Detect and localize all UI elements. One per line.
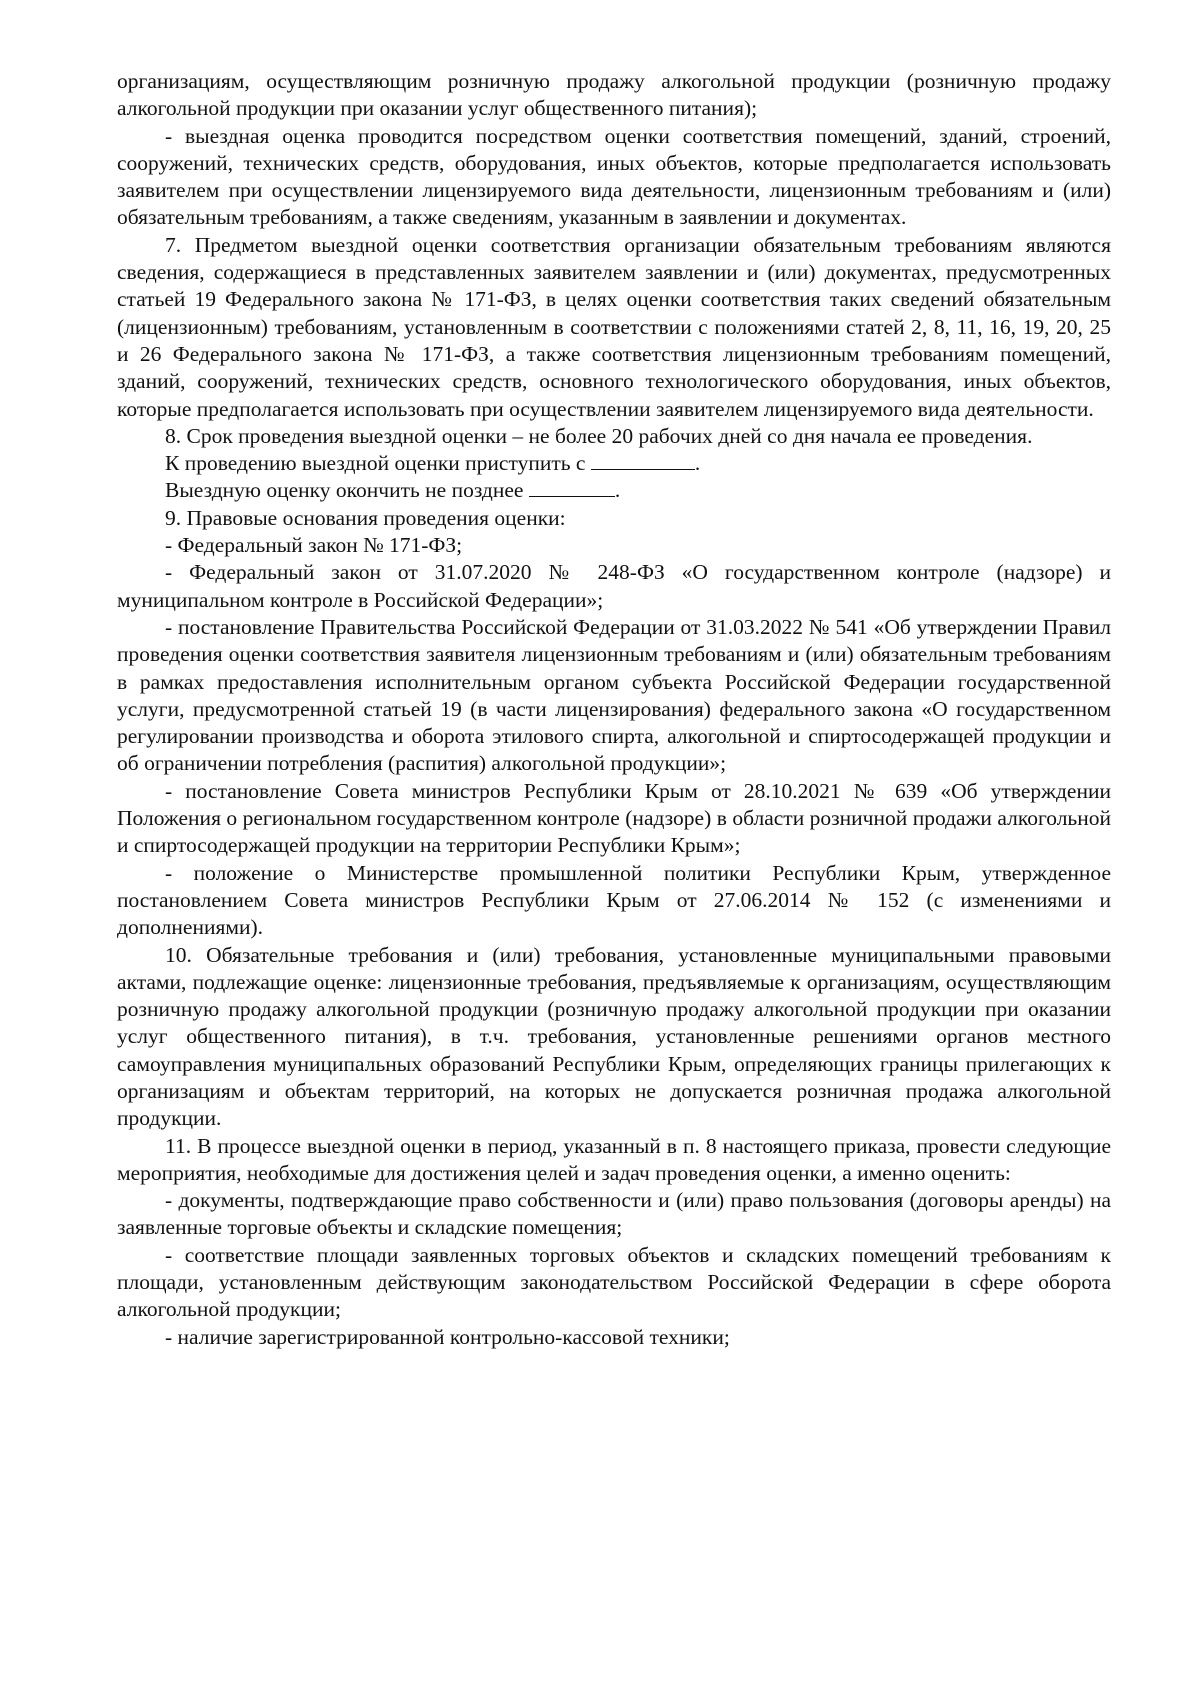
legal-basis-item-3: - постановление Правительства Российской Федерации от 31.03.2022 № 541 «Об утверждении Правил проведения оценки соответствия заявителя лицензионным требованиям и (или) обязательным требованиям в рамках предоставления исполнительным органом субъекта Российской Федерации государственной услуги, предусмотренной статьей 19 (в части лицензирования) федерального закона «О государственном регулировании производства и оборота этилового спирта, алкогольной и спиртосодержащей продукции и об ограничении потребления (распития) алкогольной продукции»; xyxy=(117,614,1111,776)
paragraph-11: 11. В процессе выездной оценки в период, указанный в п. 8 настоящего приказа, провести следующие мероприятия, необходимые для достижения целей и задач проведения оценки, а именно оценить: xyxy=(117,1133,1111,1185)
start-date-blank xyxy=(591,451,695,470)
paragraph-onsite-assessment: - выездная оценка проводится посредством оценки соответствия помещений, зданий, строений, сооружений, технических средств, оборудования, иных объектов, которые предполагается использовать заявителем при осуществлении лицензируемого вида деятельности, лицензионным требованиям и (или) обязательным требованиям, а также сведениям, указанным в заявлении и документах. xyxy=(117,123,1111,230)
end-date-label: Выездную оценку окончить не позднее xyxy=(165,478,524,503)
legal-basis-item-2: - Федеральный закон от 31.07.2020 № 248-ФЗ «О государственном контроле (надзоре) и муниципальном контроле в Российской Федерации»; xyxy=(117,560,1111,612)
paragraph-10: 10. Обязательные требования и (или) требования, установленные муниципальными правовыми актами, подлежащие оценке: лицензионные требования, предъявляемые к организациям, осуществляющим розничную продажу алкогольной продукции (розничную продажу алкогольной продукции при оказании услуг общественного питания), в т.ч. требования, установленные решениями органов местного самоуправления муниципальных образований Республики Крым, определяющих границы прилегающих к организациям и объектам территорий, на которых не допускается розничная продажа алкогольной продукции. xyxy=(117,942,1111,1131)
start-date-line: К проведению выездной оценки приступить с . xyxy=(165,451,701,476)
paragraph-8: 8. Срок проведения выездной оценки – не более 20 рабочих дней со дня начала ее проведения. xyxy=(165,423,1033,448)
assessment-item-3: - наличие зарегистрированной контрольно-кассовой техники; xyxy=(165,1324,730,1349)
paragraph-continuation: организациям, осуществляющим розничную продажу алкогольной продукции (розничную продажу алкогольной продукции при оказании услуг общественного питания); xyxy=(117,69,1111,121)
assessment-item-1: - документы, подтверждающие право собственности и (или) право пользования (договоры аренды) на заявленные торговые объекты и складские помещения; xyxy=(117,1188,1111,1240)
assessment-item-2: - соответствие площади заявленных торговых объектов и складских помещений требованиям к площади, установленным действующим законодательством Российской Федерации в сфере оборота алкогольной продукции; xyxy=(117,1242,1111,1322)
end-date-line: Выездную оценку окончить не позднее . xyxy=(165,478,621,503)
legal-basis-item-1: - Федеральный закон № 171-ФЗ; xyxy=(165,533,463,558)
end-date-blank xyxy=(529,478,615,497)
paragraph-9: 9. Правовые основания проведения оценки: xyxy=(165,505,566,530)
document-page xyxy=(117,68,1111,1351)
legal-basis-item-4: - постановление Совета министров Республики Крым от 28.10.2021 № 639 «Об утверждении Положения о региональном государственном контроле (надзоре) в области розничной продажи алкогольной и спиртосодержащей продукции на территории Республики Крым»; xyxy=(117,778,1111,858)
start-date-label: К проведению выездной оценки приступить с xyxy=(165,451,586,476)
paragraph-7: 7. Предметом выездной оценки соответствия организации обязательным требованиям являются сведения, содержащиеся в представленных заявителем заявлении и (или) документах, предусмотренных статьей 19 Федерального закона № 171-ФЗ, в целях оценки соответствия таких сведений обязательным (лицензионным) требованиям, установленным в соответствии с положениями статей 2, 8, 11, 16, 19, 20, 25 и 26 Федерального закона № 171-ФЗ, а также соответствия лицензионным требованиям помещений, зданий, сооружений, технических средств, основного технологического оборудования, иных объектов, которые предполагается использовать при осуществлении заявителем лицензируемого вида деятельности. xyxy=(117,232,1111,421)
legal-basis-item-5: - положение о Министерстве промышленной политики Республики Крым, утвержденное постановлением Совета министров Республики Крым от 27.06.2014 № 152 (с изменениями и дополнениями). xyxy=(117,860,1111,940)
